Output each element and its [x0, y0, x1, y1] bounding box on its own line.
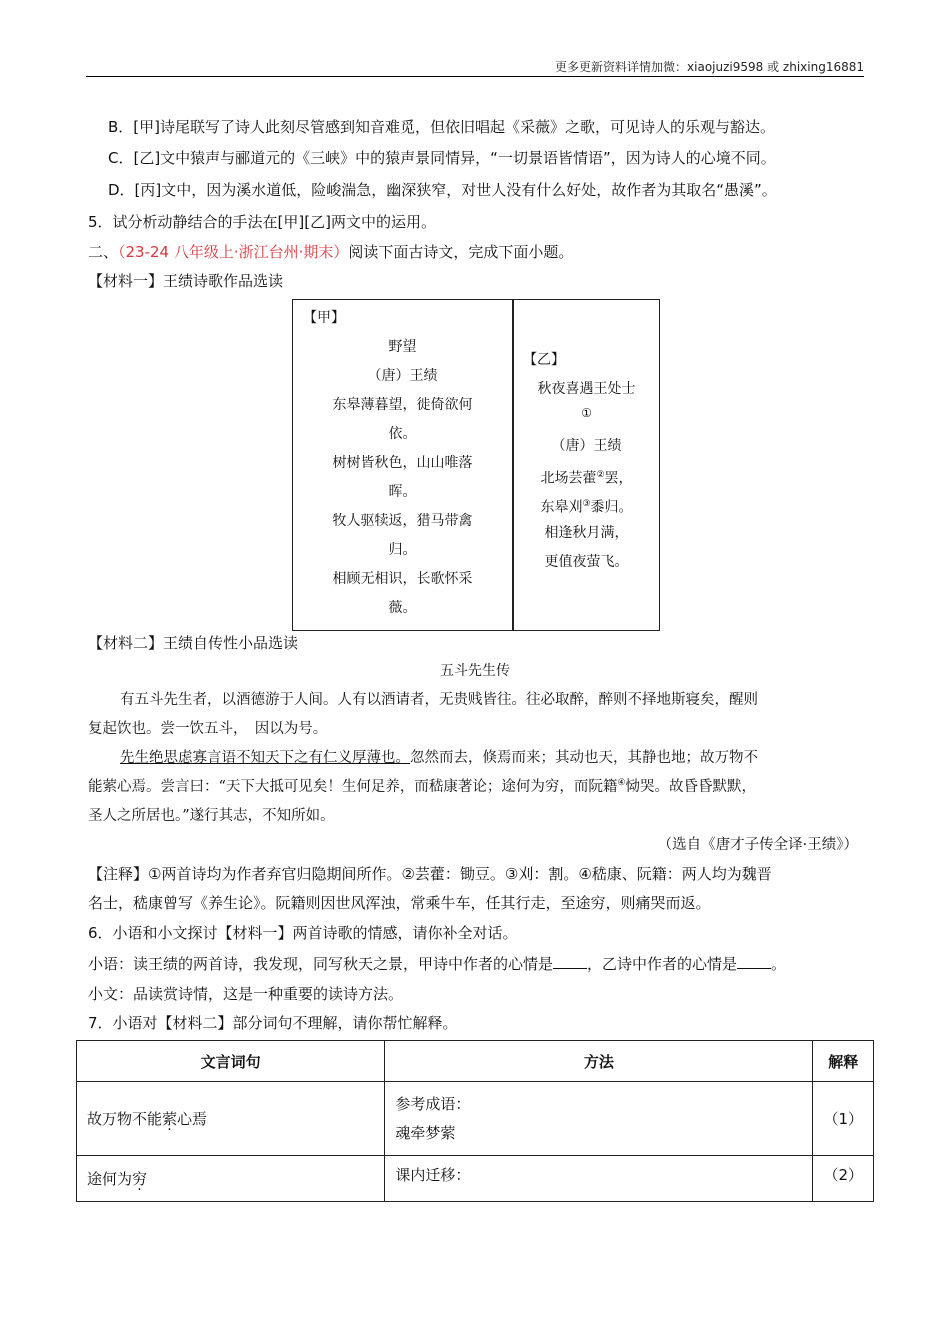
poem-yi-line-2: 东皋刈③黍归。	[540, 499, 633, 516]
option-c: C．[乙]文中猿声与郦道元的《三峡》中的猿声景同情异，“一切景语皆情语”，因为诗人的心境不同。	[108, 149, 776, 167]
poem-jia-line: 晖。	[388, 484, 417, 500]
poem-jia-line: 薇。	[388, 600, 417, 616]
poem-jia-line: 东皋薄暮望，徙倚欲何	[332, 397, 473, 413]
poem-table	[292, 299, 660, 631]
note-line2: 名士，嵇康曾写《养生论》。阮籍则因世风浑浊，常乘牛车，任其行走，至途穷，则痛哭而返。	[88, 894, 711, 912]
section-prefix: 二、	[88, 243, 119, 261]
section-2-heading	[88, 241, 573, 262]
option-d: D．[丙]文中，因为溪水道低，险峻湍急，幽深狭窄，对世人没有什么好处，故作者为其取名“愚溪”。	[108, 181, 777, 199]
poem-jia-line: 依。	[388, 426, 417, 442]
material-1-title: 【材料一】王绩诗歌作品选读	[88, 272, 284, 290]
question-7: 7．小语对【材料二】部分词句不理解，请你帮忙解释。	[88, 1014, 458, 1032]
q6-xiaoyu: 小语：读王绩的两首诗，我发现，同写秋天之景，甲诗中作者的心情是 ，乙诗中作者的心情是 。	[88, 955, 787, 973]
section-source: （23-24 八年级上·浙江台州·期末）	[118, 243, 349, 261]
header-phrase: 文言词句	[77, 1041, 385, 1082]
q6-xiaowen: 小文：品读赏诗情，这是一种重要的读诗方法。	[88, 985, 404, 1003]
poem-yi-note-mark: ①	[581, 406, 592, 420]
answer-blank-2[interactable]	[737, 954, 771, 969]
essay-p2-line2: 能萦心焉。尝言曰：“天下大抵可见矣！生何足养，而嵇康著论；途何为穷，而阮籍④恸哭。故昏昏默默，	[88, 778, 756, 795]
q7-table	[76, 1040, 874, 1202]
option-b: B．[甲]诗尾联写了诗人此刻尽管感到知音难觅，但依旧唱起《采薇》之歌，可见诗人的乐观与豁达。	[108, 118, 775, 136]
table-row	[77, 1156, 874, 1202]
row1-method: 参考成语： 魂牵梦萦	[385, 1082, 813, 1156]
table-header-row	[77, 1041, 874, 1082]
essay-p1-line1: 有五斗先生者，以酒德游于人间。人有以酒请者，无贵贱皆往。往必取醉，醉则不择地斯寝矣，醒则	[120, 692, 758, 708]
essay-source: （选自《唐才子传全译·王绩》）	[657, 837, 858, 853]
poem-yi-line-4: 更值夜萤飞。	[544, 554, 629, 570]
question-6: 6．小语和小文探讨【材料一】两首诗歌的情感，请你补全对话。	[88, 924, 518, 942]
row1-answer[interactable]: （1）	[813, 1082, 874, 1156]
poem-jia-line: 相顾无相识，长歌怀采	[332, 571, 473, 587]
poem-yi-line-3: 相逢秋月满，	[544, 525, 629, 541]
answer-blank-1[interactable]	[553, 954, 587, 969]
row2-method: 课内迁移：	[385, 1156, 813, 1202]
table-row	[77, 1082, 874, 1156]
poem-yi-author: （唐）王绩	[551, 438, 622, 454]
poem-yi-title: 秋夜喜遇王处士	[537, 381, 636, 397]
poem-jia-author: （唐）王绩	[367, 368, 438, 384]
row1-phrase: 故万物不能萦心焉	[77, 1082, 385, 1156]
essay-underlined-sentence: 先生绝思虑寡言语不知天下之有仁义厚薄也。	[120, 750, 410, 766]
header-rule	[86, 76, 864, 77]
row2-phrase: 途何为穷	[77, 1156, 385, 1202]
essay-p2-line3: 圣人之所居也。”遂行其志，不知所如。	[88, 808, 335, 824]
essay-title: 五斗先生传	[440, 663, 510, 679]
header-method: 方法	[385, 1041, 813, 1082]
essay-p2-line1: 先生绝思虑寡言语不知天下之有仁义厚薄也。忽然而去，倏焉而来；其动也天，其静也地；故万物不	[120, 750, 758, 766]
poem-yi-label: 【乙】	[523, 352, 565, 368]
poem-jia-line: 归。	[388, 542, 417, 558]
section-instruction: 阅读下面古诗文，完成下面小题。	[348, 243, 574, 261]
header-explanation: 解释	[813, 1041, 874, 1082]
poem-jia-label: 【甲】	[303, 310, 345, 326]
poem-jia-title: 野望	[388, 339, 417, 355]
material-2-title: 【材料二】王绩自传性小品选读	[88, 634, 299, 652]
poem-jia-line: 牧人驱犊返，猎马带禽	[332, 513, 473, 529]
row2-answer[interactable]: （2）	[813, 1156, 874, 1202]
essay-p1-line2: 复起饮也。尝一饮五斗， 因以为号。	[88, 721, 328, 737]
header-contact: 更多更新资料详情加微：xiaojuzi9598 或 zhixing16881	[555, 60, 864, 74]
poem-jia-line: 树树皆秋色，山山唯落	[332, 455, 473, 471]
question-5: 5．试分析动静结合的手法在[甲][乙]两文中的运用。	[88, 213, 436, 231]
poem-yi-line-1: 北场芸藿②罢，	[540, 470, 633, 487]
note-line1: 【注释】①两首诗均为作者弃官归隐期间所作。②芸藿：锄豆。③刈：割。④嵇康、阮籍：两人均为魏晋	[88, 865, 772, 883]
